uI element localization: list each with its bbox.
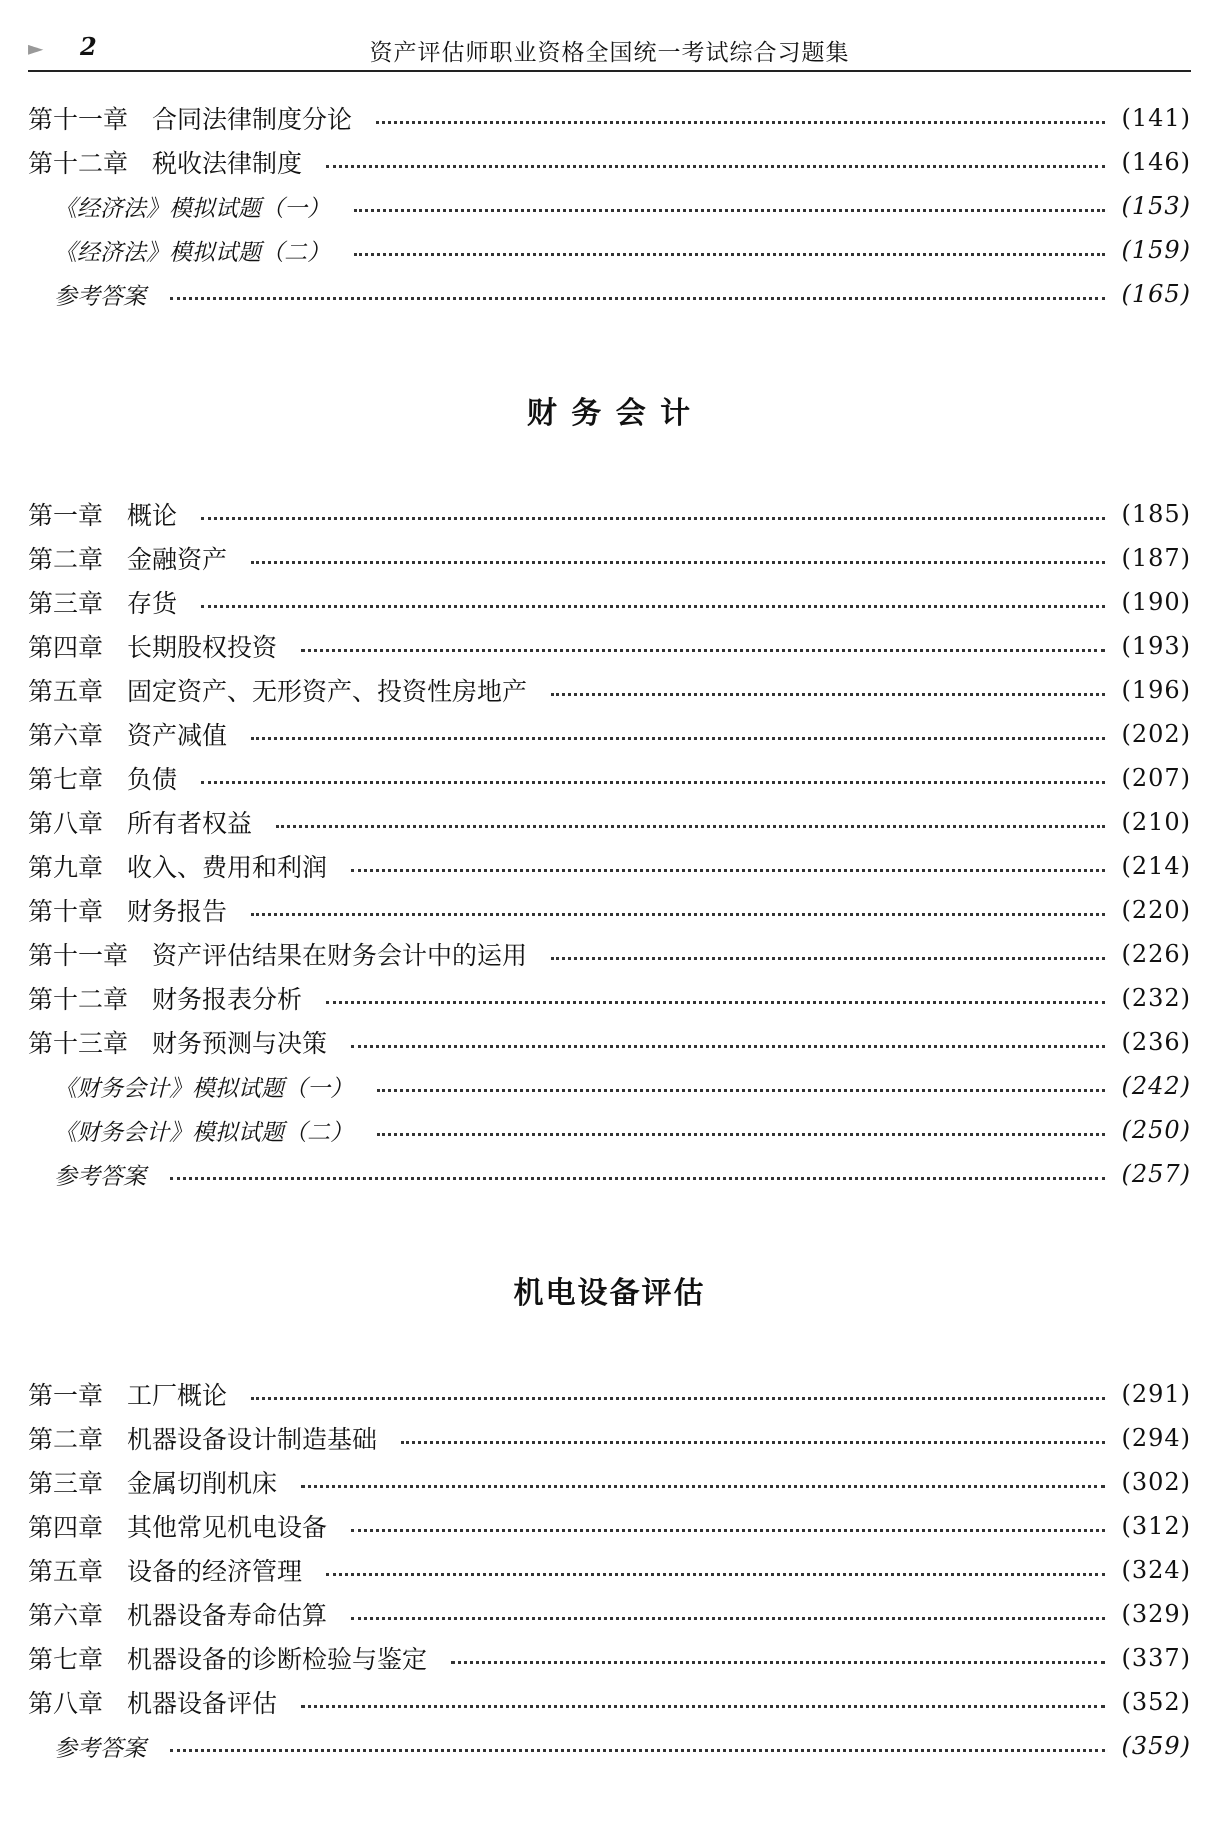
chapter-number: 第七章 (28, 1645, 104, 1674)
chapter-title: 机器设备的诊断检验与鉴定 (127, 1645, 428, 1674)
chapter-title: 参考答案 (54, 1163, 146, 1190)
toc-row[interactable] (28, 580, 1191, 624)
chapter-number: 第二章 (28, 545, 104, 574)
chapter-title: 工厂概论 (127, 1381, 228, 1410)
page-ref: (193) (1121, 632, 1191, 660)
toc-row[interactable] (28, 184, 1191, 228)
dot-leader (376, 121, 1105, 124)
chapter-title: 资产减值 (127, 721, 228, 750)
page-ref: (232) (1121, 984, 1191, 1012)
chapter-number: 第二章 (28, 1425, 104, 1454)
chapter-title: 收入、费用和利润 (127, 853, 328, 882)
chapter-number: 第一章 (28, 501, 104, 530)
toc-row[interactable] (28, 1504, 1191, 1548)
chapter-number: 第九章 (28, 853, 104, 882)
dot-leader (326, 1001, 1105, 1004)
dot-leader (201, 605, 1105, 608)
page-ref: (291) (1121, 1380, 1191, 1408)
chapter-number: 第十一章 (28, 941, 129, 970)
page-ref: (226) (1121, 940, 1191, 968)
page-ref: (257) (1121, 1160, 1191, 1188)
dot-leader (301, 1485, 1105, 1488)
page-ref: (214) (1121, 852, 1191, 880)
toc-row[interactable] (28, 976, 1191, 1020)
chapter-title: 固定资产、无形资产、投资性房地产 (127, 677, 528, 706)
section-title: 财 务 会 计 (526, 396, 693, 431)
dot-leader (301, 649, 1105, 652)
toc-row[interactable] (28, 1372, 1191, 1416)
book-title: 资产评估师职业资格全国统一考试综合习题集 (369, 40, 850, 66)
arrow-right-icon: ► (28, 36, 44, 60)
dot-leader (251, 1397, 1105, 1400)
page-ref: (324) (1121, 1556, 1191, 1584)
toc-row[interactable] (28, 492, 1191, 536)
dot-leader (351, 869, 1105, 872)
page-ref: (302) (1121, 1468, 1191, 1496)
page-ref: (352) (1121, 1688, 1191, 1716)
dot-leader (301, 1705, 1105, 1708)
toc-row[interactable] (28, 536, 1191, 580)
chapter-title: 长期股权投资 (127, 633, 278, 662)
chapter-number: 第十二章 (28, 149, 129, 178)
dot-leader (351, 1617, 1105, 1620)
page-ref: (210) (1121, 808, 1191, 836)
dot-leader (377, 1133, 1105, 1136)
chapter-number: 第八章 (28, 809, 104, 838)
chapter-number: 第四章 (28, 1513, 104, 1542)
chapter-title: 财务报告 (127, 897, 228, 926)
page-ref: (294) (1121, 1424, 1191, 1452)
chapter-title: 资产评估结果在财务会计中的运用 (152, 941, 528, 970)
toc-row[interactable] (28, 624, 1191, 668)
chapter-number: 第四章 (28, 633, 104, 662)
chapter-title: 机器设备寿命估算 (127, 1601, 328, 1630)
page-header (28, 30, 1191, 72)
chapter-title: 财务报表分析 (152, 985, 303, 1014)
page-ref: (146) (1121, 148, 1191, 176)
chapter-number: 第十章 (28, 897, 104, 926)
toc-row[interactable] (28, 1416, 1191, 1460)
dot-leader (351, 1529, 1105, 1532)
dot-leader (551, 693, 1105, 696)
dot-leader (170, 1749, 1105, 1752)
chapter-title: 《经济法》模拟试题（二） (54, 239, 330, 266)
dot-leader (377, 1089, 1105, 1092)
page-ref: (250) (1121, 1116, 1191, 1144)
dot-leader (551, 957, 1105, 960)
dot-leader (401, 1441, 1105, 1444)
chapter-number: 第十一章 (28, 105, 129, 134)
dot-leader (354, 253, 1105, 256)
chapter-title: 金属切削机床 (127, 1469, 278, 1498)
toc-row[interactable] (28, 1460, 1191, 1504)
chapter-number: 第六章 (28, 1601, 104, 1630)
page-ref: (196) (1121, 676, 1191, 704)
chapter-title: 其他常见机电设备 (127, 1513, 328, 1542)
page-ref: (337) (1121, 1644, 1191, 1672)
chapter-title: 合同法律制度分论 (152, 105, 353, 134)
chapter-title: 存货 (127, 589, 178, 618)
toc-row[interactable] (28, 1724, 1191, 1768)
dot-leader (326, 165, 1105, 168)
chapter-title: 金融资产 (127, 545, 228, 574)
chapter-number: 第三章 (28, 1469, 104, 1498)
dot-leader (201, 781, 1105, 784)
page-ref: (165) (1121, 280, 1191, 308)
toc-row[interactable] (28, 888, 1191, 932)
chapter-number: 第八章 (28, 1689, 104, 1718)
section-title: 机电设备评估 (513, 1276, 706, 1311)
page-ref: (159) (1121, 236, 1191, 264)
page-ref: (207) (1121, 764, 1191, 792)
toc-row[interactable] (28, 800, 1191, 844)
page-ref: (236) (1121, 1028, 1191, 1056)
page-number: 2 (80, 32, 97, 61)
chapter-title: 机器设备设计制造基础 (127, 1425, 378, 1454)
toc-row[interactable] (28, 1108, 1191, 1152)
chapter-title: 财务预测与决策 (152, 1029, 328, 1058)
toc-row[interactable] (28, 228, 1191, 272)
toc-row[interactable] (28, 668, 1191, 712)
toc-row[interactable] (28, 272, 1191, 316)
toc-row[interactable] (28, 96, 1191, 140)
chapter-title: 税收法律制度 (152, 149, 303, 178)
dot-leader (351, 1045, 1105, 1048)
dot-leader (326, 1573, 1105, 1576)
chapter-title: 《经济法》模拟试题（一） (54, 195, 330, 222)
toc-row[interactable] (28, 712, 1191, 756)
chapter-number: 第七章 (28, 765, 104, 794)
page-ref: (185) (1121, 500, 1191, 528)
chapter-title: 所有者权益 (127, 809, 253, 838)
toc-row[interactable] (28, 756, 1191, 800)
chapter-title: 设备的经济管理 (127, 1557, 303, 1586)
page-ref: (141) (1121, 104, 1191, 132)
toc-row[interactable] (28, 1636, 1191, 1680)
chapter-title: 概论 (127, 501, 178, 530)
chapter-number: 第五章 (28, 677, 104, 706)
chapter-title: 参考答案 (54, 1735, 146, 1762)
page-ref: (359) (1121, 1732, 1191, 1760)
chapter-number: 第五章 (28, 1557, 104, 1586)
chapter-title: 《财务会计》模拟试题（二） (54, 1119, 353, 1146)
dot-leader (451, 1661, 1105, 1664)
toc-row[interactable] (28, 1592, 1191, 1636)
dot-leader (201, 517, 1105, 520)
chapter-number: 第十二章 (28, 985, 129, 1014)
dot-leader (251, 561, 1105, 564)
dot-leader (170, 297, 1105, 300)
chapter-number: 第六章 (28, 721, 104, 750)
dot-leader (170, 1177, 1105, 1180)
dot-leader (354, 209, 1105, 212)
page-ref: (153) (1121, 192, 1191, 220)
page-ref: (312) (1121, 1512, 1191, 1540)
chapter-number: 第十三章 (28, 1029, 129, 1058)
chapter-title: 参考答案 (54, 283, 146, 310)
dot-leader (276, 825, 1105, 828)
toc-row[interactable] (28, 1064, 1191, 1108)
chapter-number: 第三章 (28, 589, 104, 618)
page-ref: (187) (1121, 544, 1191, 572)
toc-row[interactable] (28, 1020, 1191, 1064)
chapter-number: 第一章 (28, 1381, 104, 1410)
page-ref: (190) (1121, 588, 1191, 616)
dot-leader (251, 737, 1105, 740)
chapter-title: 《财务会计》模拟试题（一） (54, 1075, 353, 1102)
toc-row[interactable] (28, 844, 1191, 888)
toc-row[interactable] (28, 140, 1191, 184)
toc-row[interactable] (28, 1680, 1191, 1724)
page-ref: (242) (1121, 1072, 1191, 1100)
chapter-title: 负债 (127, 765, 178, 794)
dot-leader (251, 913, 1105, 916)
chapter-title: 机器设备评估 (127, 1689, 278, 1718)
page-ref: (329) (1121, 1600, 1191, 1628)
toc-row[interactable] (28, 1548, 1191, 1592)
page-ref: (220) (1121, 896, 1191, 924)
toc-row[interactable] (28, 932, 1191, 976)
toc-row[interactable] (28, 1152, 1191, 1196)
page-ref: (202) (1121, 720, 1191, 748)
